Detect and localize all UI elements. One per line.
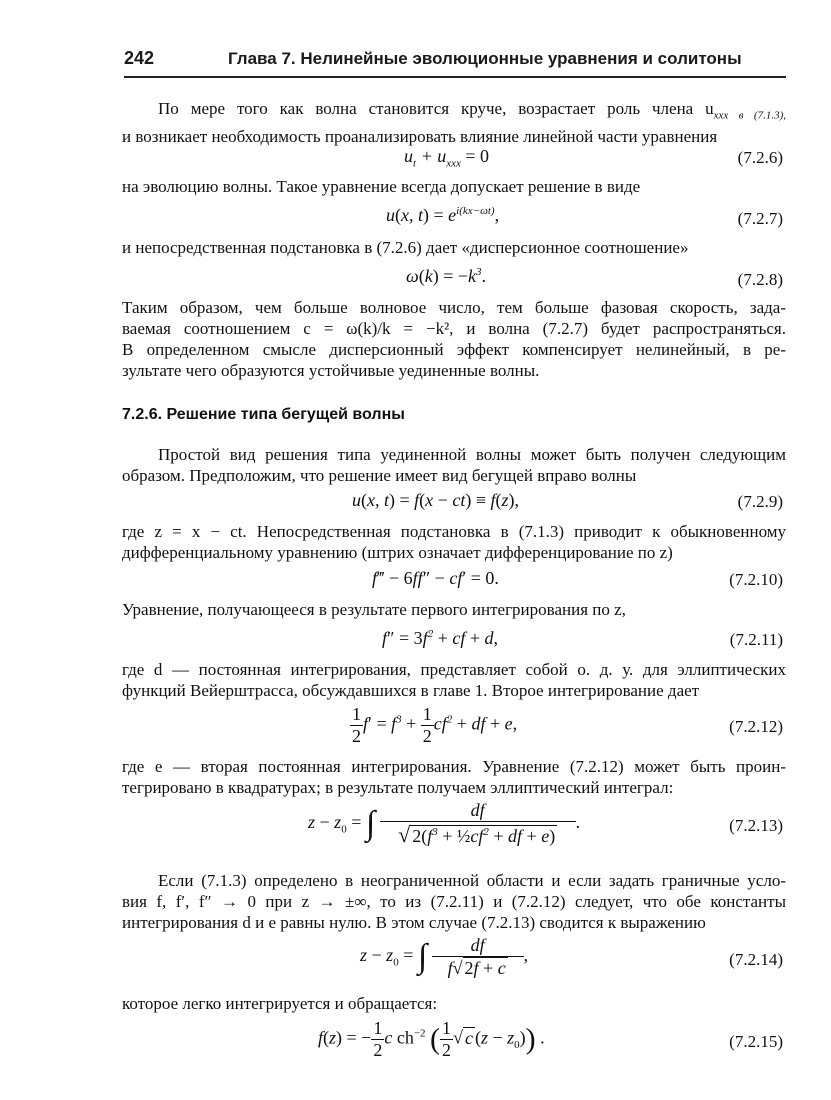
equation-number: (7.2.7) — [737, 209, 783, 228]
text-line: Таким образом, чем больше волновое число, тем больше фазовая скорость, зада- — [122, 298, 786, 317]
text-line: дифференциальному уравнению (штрих означает дифференцирование по z) — [122, 543, 673, 562]
text-line: функций Вейерштрасса, обсуждавшихся в главе 1. Второе интегрирование дает — [122, 681, 700, 700]
text-line: Простой вид решения типа уединенной волны может быть получен следующим — [158, 445, 786, 464]
paragraph-6 — [122, 521, 786, 563]
header-rule — [124, 76, 786, 78]
equation-7-2-13: $z - z_0$ = ∫ $\frac{df}{√ 2(f^3 + \frac{1}{2}cf^2 + df + e)}$ . — [308, 800, 581, 847]
equation-7-2-11: $f'' = 3f^2$ + cf + d, — [382, 628, 498, 648]
text-line: интегрирования d и e равны нулю. В этом случае (7.2.13) сводится к выражению — [122, 913, 706, 932]
equation-number: (7.2.13) — [729, 816, 783, 835]
paragraph-11 — [122, 993, 786, 1014]
equation-7-2-15: f(z) = − $\frac{1}{2}$ c $ch^{-2}$ ( $\frac{1}{2}$ √ c $(z - z_0)$) . — [318, 1018, 545, 1060]
text-line: и непосредственная подстановка в (7.2.6) дает «дисперсионное соотношение» — [122, 238, 689, 257]
text-line: тегрировано в квадратурах; в результате получаем эллиптический интеграл: — [122, 778, 674, 797]
equation-number: (7.2.11) — [729, 630, 783, 649]
text-line: где e — вторая постоянная интегрирования. Уравнение (7.2.12) может быть проин- — [122, 757, 786, 776]
text-line: В определенном смысле дисперсионный эффект компенсирует нелинейный, в ре- — [122, 340, 786, 359]
paragraph-5 — [122, 444, 786, 486]
paragraph-4 — [122, 297, 786, 381]
equation-7-2-14: $z - z_0$ = ∫ $\frac{df}{f√ 2f + c}$ , — [360, 935, 529, 978]
text-line: где z = x − ct. Непосредственная подстановка в (7.1.3) приводит к обыкновенному — [122, 522, 786, 541]
equation-7-2-8: $\omega(k) = -k^3$. — [406, 266, 487, 286]
section-heading: 7.2.6. Решение типа бегущей волны — [122, 406, 405, 423]
equation-7-2-7: u(x, $t) = e^{i(kx-\omega t)}$, — [386, 205, 500, 225]
chapter-title: Глава 7. Нелинейные эволюционные уравнения и солитоны — [228, 49, 742, 68]
text-line: где d — постоянная интегрирования, представляет собой о. д. у. для эллиптических — [122, 660, 786, 679]
equation-7-2-9: u(x, t) = f(x − ct) ≡ f(z), — [352, 490, 520, 510]
paragraph-9 — [122, 756, 786, 798]
equation-number: (7.2.8) — [737, 270, 783, 289]
text-line: По мере того как волна становится круче, возрастает роль члена $u_{xxx в (7.1.3),}$ — [158, 99, 786, 122]
equation-number: (7.2.15) — [729, 1032, 783, 1051]
paragraph-10 — [122, 870, 786, 933]
paragraph-1 — [122, 98, 786, 147]
text-line: вия f, f′, f″ → 0 при z → ±∞, то из (7.2.11) и (7.2.12) следует, что обе константы — [122, 892, 786, 911]
text-line: на эволюцию волны. Такое уравнение всегда допускает решение в виде — [122, 177, 641, 196]
text-line: образом. Предположим, что решение имеет вид бегущей вправо волны — [122, 466, 637, 485]
text-line: зультате чего образуются устойчивые уединенные волны. — [122, 361, 540, 380]
paragraph-8 — [122, 659, 786, 701]
equation-number: (7.2.12) — [729, 717, 783, 736]
equation-7-2-12: $\frac{1}{2}$ $f' = f^3$ + $\frac{1}{2}$ $cf^2$ + df + e, — [352, 704, 518, 746]
text-line: Уравнение, получающееся в результате первого интегрирования по z, — [122, 600, 626, 619]
equation-number: (7.2.14) — [729, 950, 783, 969]
text-line: ваемая соотношением c = ω(k)/k = −k², и волна (7.2.7) будет распространяться. — [122, 319, 786, 338]
page-number: 242 — [124, 48, 155, 68]
equation-number: (7.2.6) — [737, 148, 783, 167]
paragraph-7 — [122, 599, 786, 620]
equation-number: (7.2.10) — [729, 570, 783, 589]
equation-7-2-10: f‴ − 6ff″ − cf′ = 0. — [372, 568, 499, 588]
equation-number: (7.2.9) — [737, 492, 783, 511]
text-line: Если (7.1.3) определено в неограниченной области и если задать граничные усло- — [158, 871, 786, 890]
text-line: которое легко интегрируется и обращается: — [122, 994, 438, 1013]
equation-7-2-6: $u_t + u_{xxx} = 0$ — [404, 146, 490, 170]
paragraph-3 — [122, 237, 786, 258]
text-line: и возникает необходимость проанализировать влияние линейной части уравнения — [122, 127, 718, 147]
paragraph-2 — [122, 176, 786, 197]
